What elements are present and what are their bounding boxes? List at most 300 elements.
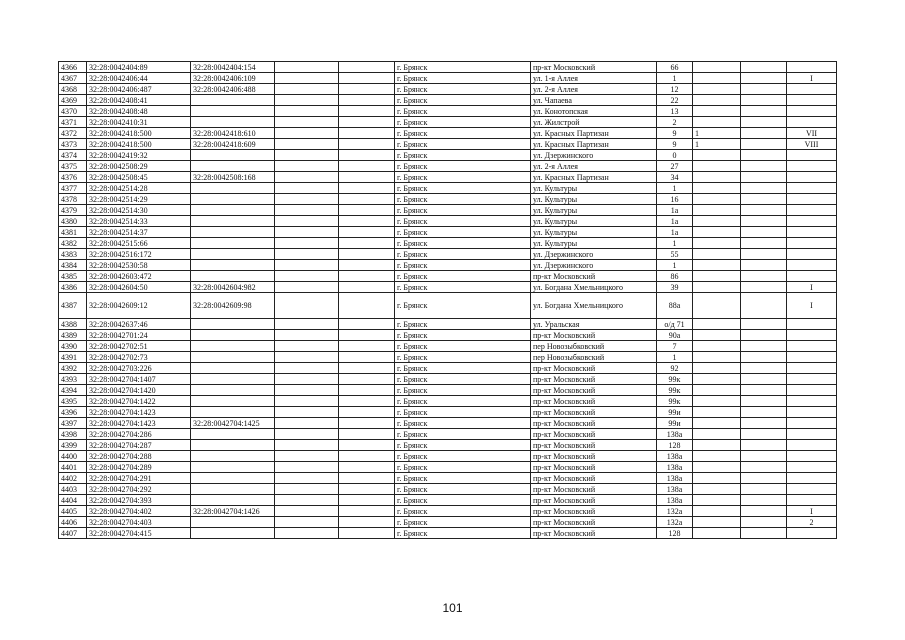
- apartment-cell: [741, 260, 787, 271]
- empty-cell: [275, 495, 339, 506]
- table-row: [59, 139, 837, 150]
- row-number-cell: 4369: [59, 95, 87, 106]
- table-row: [59, 528, 837, 539]
- cadastral-number-cell: 32:28:0042514:30: [87, 205, 191, 216]
- row-number-cell: 4407: [59, 528, 87, 539]
- row-number-cell: 4384: [59, 260, 87, 271]
- city-cell: г. Брянск: [395, 484, 531, 495]
- row-number-cell: 4370: [59, 106, 87, 117]
- empty-cell: [339, 271, 395, 282]
- row-number-cell: 4402: [59, 473, 87, 484]
- street-cell: пр-кт Московский: [531, 407, 657, 418]
- city-cell: г. Брянск: [395, 194, 531, 205]
- building-cell: 1: [693, 139, 741, 150]
- cadastral-number-cell: 32:28:0042704:1423: [87, 418, 191, 429]
- building-cell: [693, 528, 741, 539]
- empty-cell: [339, 84, 395, 95]
- cadastral-number-cell: 32:28:0042704:291: [87, 473, 191, 484]
- row-number-cell: 4377: [59, 183, 87, 194]
- city-cell: г. Брянск: [395, 238, 531, 249]
- city-cell: г. Брянск: [395, 352, 531, 363]
- empty-cell: [275, 330, 339, 341]
- cadastral-number-cell: 32:28:0042418:500: [87, 139, 191, 150]
- empty-cell: [275, 462, 339, 473]
- house-number-cell: 99к: [657, 374, 693, 385]
- related-cadastral-number-cell: 32:28:0042404:154: [191, 62, 275, 73]
- building-cell: [693, 374, 741, 385]
- building-cell: [693, 150, 741, 161]
- empty-cell: [275, 293, 339, 319]
- premises-cell: [787, 418, 837, 429]
- related-cadastral-number-cell: [191, 528, 275, 539]
- empty-cell: [275, 161, 339, 172]
- empty-cell: [275, 473, 339, 484]
- house-number-cell: 99и: [657, 418, 693, 429]
- related-cadastral-number-cell: [191, 341, 275, 352]
- premises-cell: [787, 84, 837, 95]
- premises-cell: [787, 484, 837, 495]
- related-cadastral-number-cell: [191, 440, 275, 451]
- city-cell: г. Брянск: [395, 227, 531, 238]
- cadastral-number-cell: 32:28:0042704:288: [87, 451, 191, 462]
- building-cell: [693, 506, 741, 517]
- city-cell: г. Брянск: [395, 429, 531, 440]
- house-number-cell: 138а: [657, 451, 693, 462]
- empty-cell: [339, 194, 395, 205]
- house-number-cell: 1а: [657, 227, 693, 238]
- empty-cell: [339, 117, 395, 128]
- empty-cell: [275, 418, 339, 429]
- apartment-cell: [741, 84, 787, 95]
- apartment-cell: [741, 528, 787, 539]
- empty-cell: [275, 62, 339, 73]
- street-cell: пр-кт Московский: [531, 396, 657, 407]
- row-number-cell: 4379: [59, 205, 87, 216]
- empty-cell: [275, 150, 339, 161]
- empty-cell: [275, 194, 339, 205]
- apartment-cell: [741, 216, 787, 227]
- cadastral-number-cell: 32:28:0042408:41: [87, 95, 191, 106]
- apartment-cell: [741, 341, 787, 352]
- premises-cell: [787, 161, 837, 172]
- related-cadastral-number-cell: [191, 227, 275, 238]
- premises-cell: [787, 451, 837, 462]
- related-cadastral-number-cell: [191, 352, 275, 363]
- street-cell: ул. Уральская: [531, 319, 657, 330]
- related-cadastral-number-cell: 32:28:0042418:610: [191, 128, 275, 139]
- empty-cell: [339, 385, 395, 396]
- premises-cell: [787, 227, 837, 238]
- table-row: [59, 484, 837, 495]
- building-cell: [693, 352, 741, 363]
- apartment-cell: [741, 172, 787, 183]
- house-number-cell: о/д 71: [657, 319, 693, 330]
- building-cell: [693, 517, 741, 528]
- row-number-cell: 4401: [59, 462, 87, 473]
- premises-cell: VIII: [787, 139, 837, 150]
- house-number-cell: 34: [657, 172, 693, 183]
- premises-cell: [787, 363, 837, 374]
- house-number-cell: 1: [657, 352, 693, 363]
- row-number-cell: 4404: [59, 495, 87, 506]
- cadastral-number-cell: 32:28:0042408:48: [87, 106, 191, 117]
- empty-cell: [339, 517, 395, 528]
- street-cell: ул. Красных Партизан: [531, 128, 657, 139]
- house-number-cell: 0: [657, 150, 693, 161]
- cadastral-number-cell: 32:28:0042704:1422: [87, 396, 191, 407]
- premises-cell: [787, 183, 837, 194]
- city-cell: г. Брянск: [395, 293, 531, 319]
- empty-cell: [275, 363, 339, 374]
- building-cell: [693, 293, 741, 319]
- building-cell: [693, 194, 741, 205]
- cadastral-number-cell: 32:28:0042609:12: [87, 293, 191, 319]
- premises-cell: [787, 341, 837, 352]
- table-row: [59, 352, 837, 363]
- empty-cell: [339, 128, 395, 139]
- house-number-cell: 138а: [657, 429, 693, 440]
- table-row: [59, 117, 837, 128]
- empty-cell: [275, 227, 339, 238]
- building-cell: [693, 117, 741, 128]
- street-cell: пр-кт Московский: [531, 462, 657, 473]
- street-cell: пр-кт Московский: [531, 484, 657, 495]
- table-row: [59, 161, 837, 172]
- premises-cell: [787, 117, 837, 128]
- street-cell: ул. Культуры: [531, 194, 657, 205]
- table-row: [59, 473, 837, 484]
- row-number-cell: 4390: [59, 341, 87, 352]
- apartment-cell: [741, 271, 787, 282]
- cadastral-number-cell: 32:28:0042702:51: [87, 341, 191, 352]
- empty-cell: [339, 227, 395, 238]
- street-cell: пр-кт Московский: [531, 495, 657, 506]
- table-row: [59, 407, 837, 418]
- cadastral-number-cell: 32:28:0042514:29: [87, 194, 191, 205]
- apartment-cell: [741, 462, 787, 473]
- table-row: [59, 216, 837, 227]
- house-number-cell: 132а: [657, 506, 693, 517]
- building-cell: [693, 440, 741, 451]
- premises-cell: [787, 172, 837, 183]
- building-cell: [693, 183, 741, 194]
- building-cell: [693, 429, 741, 440]
- city-cell: г. Брянск: [395, 462, 531, 473]
- empty-cell: [339, 249, 395, 260]
- table-row: [59, 330, 837, 341]
- table-row: [59, 341, 837, 352]
- premises-cell: [787, 238, 837, 249]
- premises-cell: [787, 440, 837, 451]
- table-row: [59, 517, 837, 528]
- house-number-cell: 13: [657, 106, 693, 117]
- related-cadastral-number-cell: [191, 473, 275, 484]
- building-cell: [693, 260, 741, 271]
- house-number-cell: 22: [657, 95, 693, 106]
- cadastral-number-cell: 32:28:0042419:32: [87, 150, 191, 161]
- empty-cell: [275, 84, 339, 95]
- cadastral-number-cell: 32:28:0042418:500: [87, 128, 191, 139]
- house-number-cell: 128: [657, 528, 693, 539]
- street-cell: пр-кт Московский: [531, 363, 657, 374]
- table-row: [59, 495, 837, 506]
- cadastral-number-cell: 32:28:0042508:29: [87, 161, 191, 172]
- empty-cell: [339, 462, 395, 473]
- cadastral-number-cell: 32:28:0042637:46: [87, 319, 191, 330]
- city-cell: г. Брянск: [395, 374, 531, 385]
- table-row: [59, 260, 837, 271]
- apartment-cell: [741, 385, 787, 396]
- related-cadastral-number-cell: [191, 319, 275, 330]
- street-cell: ул. Богдана Хмельницкого: [531, 282, 657, 293]
- row-number-cell: 4378: [59, 194, 87, 205]
- table-row: [59, 84, 837, 95]
- row-number-cell: 4406: [59, 517, 87, 528]
- premises-cell: [787, 407, 837, 418]
- premises-cell: [787, 330, 837, 341]
- building-cell: [693, 161, 741, 172]
- related-cadastral-number-cell: [191, 249, 275, 260]
- empty-cell: [275, 341, 339, 352]
- city-cell: г. Брянск: [395, 139, 531, 150]
- building-cell: [693, 282, 741, 293]
- city-cell: г. Брянск: [395, 517, 531, 528]
- document-sheet: [58, 61, 836, 539]
- building-cell: [693, 62, 741, 73]
- empty-cell: [339, 363, 395, 374]
- house-number-cell: 138а: [657, 484, 693, 495]
- house-number-cell: 138а: [657, 495, 693, 506]
- cadastral-number-cell: 32:28:0042703:226: [87, 363, 191, 374]
- city-cell: г. Брянск: [395, 319, 531, 330]
- city-cell: г. Брянск: [395, 271, 531, 282]
- city-cell: г. Брянск: [395, 495, 531, 506]
- street-cell: пр-кт Московский: [531, 473, 657, 484]
- apartment-cell: [741, 205, 787, 216]
- premises-cell: [787, 106, 837, 117]
- cadastral-number-cell: 32:28:0042516:172: [87, 249, 191, 260]
- related-cadastral-number-cell: [191, 385, 275, 396]
- empty-cell: [275, 216, 339, 227]
- city-cell: г. Брянск: [395, 95, 531, 106]
- street-cell: ул. Культуры: [531, 216, 657, 227]
- street-cell: пер Новозыбковский: [531, 352, 657, 363]
- row-number-cell: 4405: [59, 506, 87, 517]
- related-cadastral-number-cell: [191, 396, 275, 407]
- city-cell: г. Брянск: [395, 528, 531, 539]
- empty-cell: [275, 238, 339, 249]
- building-cell: [693, 473, 741, 484]
- table-row: [59, 374, 837, 385]
- building-cell: [693, 106, 741, 117]
- cadastral-number-cell: 32:28:0042514:37: [87, 227, 191, 238]
- registry-body: [59, 62, 837, 539]
- empty-cell: [339, 418, 395, 429]
- city-cell: г. Брянск: [395, 73, 531, 84]
- premises-cell: 2: [787, 517, 837, 528]
- city-cell: г. Брянск: [395, 161, 531, 172]
- related-cadastral-number-cell: 32:28:0042604:982: [191, 282, 275, 293]
- row-number-cell: 4389: [59, 330, 87, 341]
- empty-cell: [339, 407, 395, 418]
- city-cell: г. Брянск: [395, 407, 531, 418]
- cadastral-number-cell: 32:28:0042404:89: [87, 62, 191, 73]
- empty-cell: [339, 528, 395, 539]
- apartment-cell: [741, 484, 787, 495]
- premises-cell: [787, 528, 837, 539]
- cadastral-number-cell: 32:28:0042406:487: [87, 84, 191, 95]
- street-cell: ул. Дзержинского: [531, 260, 657, 271]
- empty-cell: [339, 216, 395, 227]
- apartment-cell: [741, 352, 787, 363]
- empty-cell: [339, 139, 395, 150]
- building-cell: [693, 451, 741, 462]
- house-number-cell: 27: [657, 161, 693, 172]
- premises-cell: [787, 194, 837, 205]
- building-cell: [693, 84, 741, 95]
- street-cell: пр-кт Московский: [531, 451, 657, 462]
- apartment-cell: [741, 227, 787, 238]
- apartment-cell: [741, 194, 787, 205]
- city-cell: г. Брянск: [395, 440, 531, 451]
- related-cadastral-number-cell: 32:28:0042508:168: [191, 172, 275, 183]
- empty-cell: [339, 396, 395, 407]
- empty-cell: [275, 282, 339, 293]
- premises-cell: [787, 429, 837, 440]
- cadastral-number-cell: 32:28:0042704:292: [87, 484, 191, 495]
- table-row: [59, 293, 837, 319]
- premises-cell: I: [787, 282, 837, 293]
- apartment-cell: [741, 62, 787, 73]
- house-number-cell: 99к: [657, 396, 693, 407]
- apartment-cell: [741, 150, 787, 161]
- row-number-cell: 4394: [59, 385, 87, 396]
- street-cell: ул. Культуры: [531, 183, 657, 194]
- street-cell: ул. Культуры: [531, 238, 657, 249]
- related-cadastral-number-cell: [191, 150, 275, 161]
- premises-cell: [787, 495, 837, 506]
- house-number-cell: 128: [657, 440, 693, 451]
- building-cell: [693, 330, 741, 341]
- related-cadastral-number-cell: [191, 238, 275, 249]
- house-number-cell: 2: [657, 117, 693, 128]
- premises-cell: VII: [787, 128, 837, 139]
- table-row: [59, 128, 837, 139]
- street-cell: пр-кт Московский: [531, 517, 657, 528]
- premises-cell: [787, 95, 837, 106]
- apartment-cell: [741, 451, 787, 462]
- cadastral-number-cell: 32:28:0042704:287: [87, 440, 191, 451]
- related-cadastral-number-cell: [191, 271, 275, 282]
- house-number-cell: 7: [657, 341, 693, 352]
- city-cell: г. Брянск: [395, 473, 531, 484]
- cadastral-number-cell: 32:28:0042603:472: [87, 271, 191, 282]
- street-cell: ул. Культуры: [531, 227, 657, 238]
- house-number-cell: 1: [657, 238, 693, 249]
- premises-cell: [787, 385, 837, 396]
- related-cadastral-number-cell: [191, 205, 275, 216]
- empty-cell: [339, 473, 395, 484]
- empty-cell: [275, 106, 339, 117]
- building-cell: [693, 341, 741, 352]
- related-cadastral-number-cell: [191, 260, 275, 271]
- related-cadastral-number-cell: 32:28:0042406:488: [191, 84, 275, 95]
- premises-cell: [787, 319, 837, 330]
- related-cadastral-number-cell: 32:28:0042609:98: [191, 293, 275, 319]
- empty-cell: [339, 330, 395, 341]
- empty-cell: [339, 484, 395, 495]
- cadastral-number-cell: 32:28:0042704:402: [87, 506, 191, 517]
- cadastral-number-cell: 32:28:0042702:73: [87, 352, 191, 363]
- table-row: [59, 271, 837, 282]
- house-number-cell: 99к: [657, 385, 693, 396]
- related-cadastral-number-cell: [191, 194, 275, 205]
- city-cell: г. Брянск: [395, 363, 531, 374]
- row-number-cell: 4375: [59, 161, 87, 172]
- premises-cell: I: [787, 293, 837, 319]
- apartment-cell: [741, 139, 787, 150]
- apartment-cell: [741, 249, 787, 260]
- street-cell: пр-кт Московский: [531, 506, 657, 517]
- empty-cell: [275, 396, 339, 407]
- street-cell: ул. Дзержинского: [531, 249, 657, 260]
- empty-cell: [339, 440, 395, 451]
- cadastral-number-cell: 32:28:0042604:50: [87, 282, 191, 293]
- apartment-cell: [741, 396, 787, 407]
- street-cell: ул. Жилстрой: [531, 117, 657, 128]
- table-row: [59, 62, 837, 73]
- city-cell: г. Брянск: [395, 260, 531, 271]
- street-cell: пр-кт Московский: [531, 528, 657, 539]
- building-cell: [693, 216, 741, 227]
- building-cell: [693, 95, 741, 106]
- row-number-cell: 4398: [59, 429, 87, 440]
- cadastral-number-cell: 32:28:0042704:289: [87, 462, 191, 473]
- apartment-cell: [741, 517, 787, 528]
- empty-cell: [275, 271, 339, 282]
- street-cell: пр-кт Московский: [531, 374, 657, 385]
- apartment-cell: [741, 319, 787, 330]
- table-row: [59, 319, 837, 330]
- related-cadastral-number-cell: 32:28:0042704:1426: [191, 506, 275, 517]
- house-number-cell: 86: [657, 271, 693, 282]
- apartment-cell: [741, 330, 787, 341]
- row-number-cell: 4372: [59, 128, 87, 139]
- apartment-cell: [741, 440, 787, 451]
- row-number-cell: 4366: [59, 62, 87, 73]
- cadastral-number-cell: 32:28:0042530:58: [87, 260, 191, 271]
- street-cell: ул. Культуры: [531, 205, 657, 216]
- empty-cell: [275, 517, 339, 528]
- street-cell: пр-кт Московский: [531, 330, 657, 341]
- building-cell: [693, 396, 741, 407]
- house-number-cell: 132а: [657, 517, 693, 528]
- empty-cell: [275, 385, 339, 396]
- building-cell: [693, 385, 741, 396]
- empty-cell: [275, 128, 339, 139]
- house-number-cell: 1: [657, 73, 693, 84]
- related-cadastral-number-cell: [191, 117, 275, 128]
- empty-cell: [275, 249, 339, 260]
- building-cell: [693, 495, 741, 506]
- related-cadastral-number-cell: [191, 363, 275, 374]
- empty-cell: [275, 407, 339, 418]
- house-number-cell: 9: [657, 139, 693, 150]
- apartment-cell: [741, 117, 787, 128]
- empty-cell: [275, 484, 339, 495]
- table-row: [59, 451, 837, 462]
- table-row: [59, 506, 837, 517]
